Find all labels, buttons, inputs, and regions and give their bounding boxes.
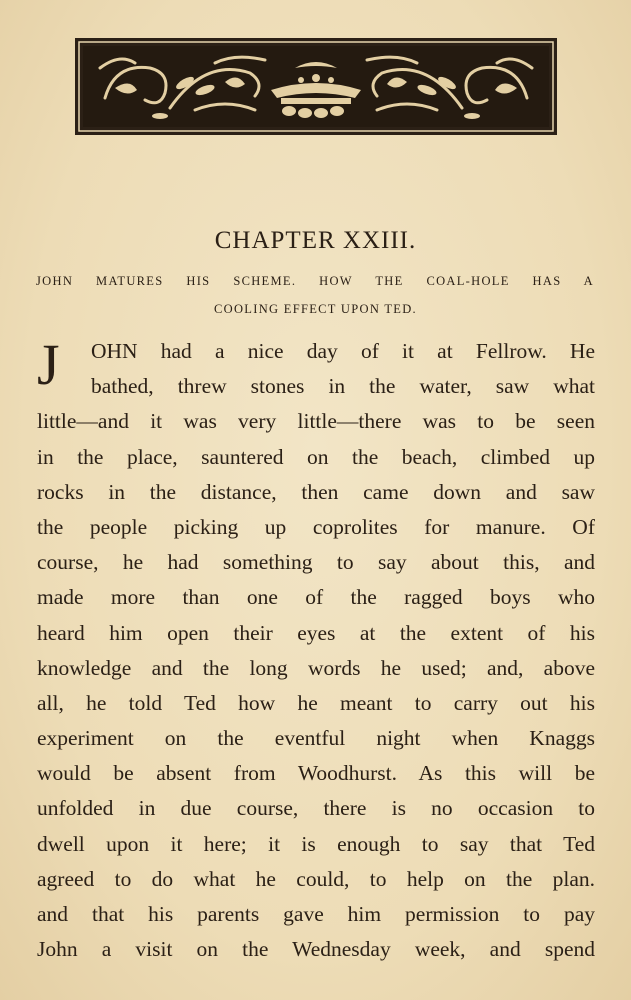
body-line: OHN had a nice day of it at Fellrow. He <box>91 339 595 363</box>
body-line: the people picking up coprolites for manure. Of <box>37 514 595 539</box>
body-line: and that his parents gave him permission to pay <box>37 902 595 926</box>
drop-cap-initial: J <box>37 332 60 397</box>
body-line: heard him open their eyes at the extent of his <box>37 620 595 645</box>
body-line: little—and it was very little—there was to be seen <box>37 409 595 434</box>
body-line: unfolded in due course, there is no occasion to <box>37 796 595 821</box>
body-line: would be absent from Woodhurst. As this will be <box>37 761 595 786</box>
chapter-body-text <box>37 334 595 967</box>
chapter-title: CHAPTER XXIII. <box>214 227 417 254</box>
body-line: all, he told Ted how he meant to carry out his <box>37 690 595 715</box>
body-line: agreed to do what he could, to help on the plan. <box>37 866 595 891</box>
body-line: knowledge and the long words he used; and, above <box>37 655 595 680</box>
body-line: bathed, threw stones in the water, saw what <box>91 374 595 399</box>
body-line: in the place, sauntered on the beach, climbed up <box>37 444 595 469</box>
body-line: dwell upon it here; it is enough to say that Ted <box>37 831 595 856</box>
chapter-synopsis-line-2: COOLING EFFECT UPON TED. <box>214 302 417 316</box>
body-line: experiment on the eventful night when Knaggs <box>37 726 595 751</box>
body-line: John a visit on the Wednesday week, and spend <box>37 937 595 962</box>
floral-headpiece-ornament-icon <box>75 38 557 135</box>
body-line: course, he had something to say about this, and <box>37 550 595 575</box>
body-line: rocks in the distance, then came down and saw <box>37 479 595 504</box>
chapter-synopsis-line-1: JOHN MATURES HIS SCHEME. HOW THE COAL-HOLE HAS A <box>36 274 594 288</box>
body-line: made more than one of the ragged boys who <box>37 585 595 610</box>
